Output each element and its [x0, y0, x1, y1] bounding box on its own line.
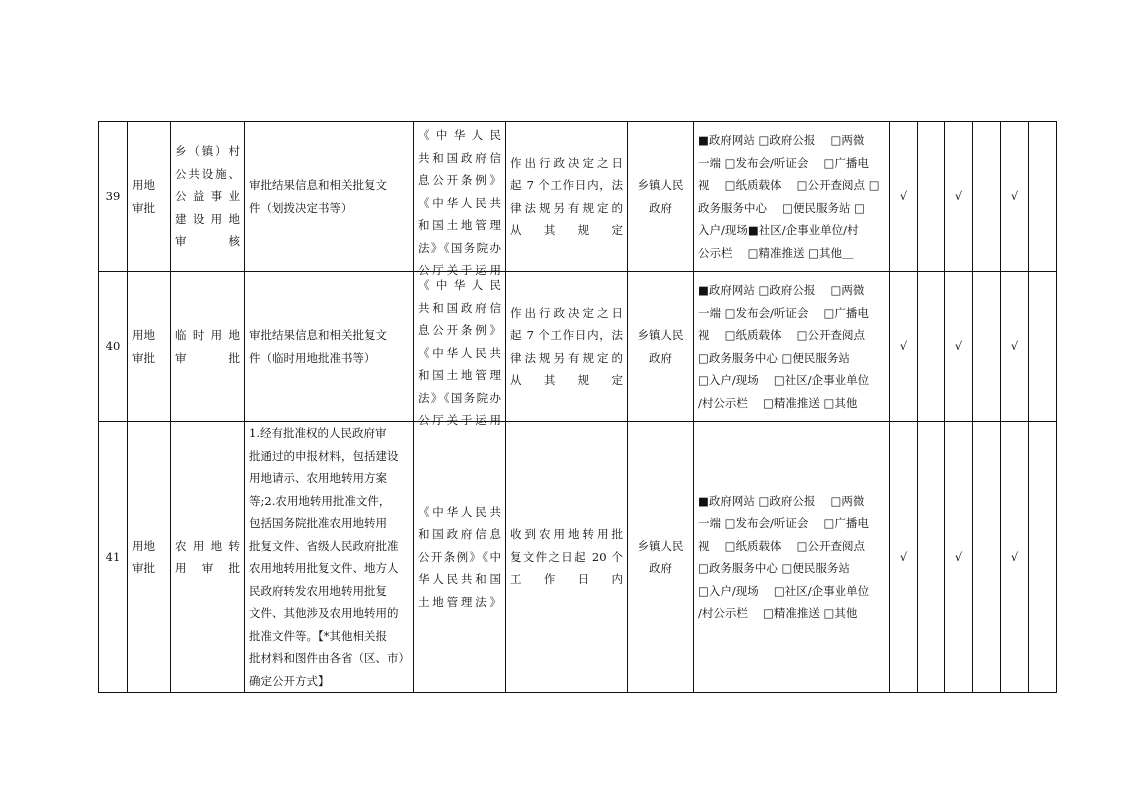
- category-line: 审批: [132, 200, 155, 215]
- basis-clip: [418, 124, 501, 277]
- empty-cell: [973, 422, 1001, 693]
- content-line: 审批结果信息和相关批复文: [249, 178, 387, 192]
- time-limit-cell: [506, 122, 628, 272]
- channel-line: □入户/现场 □社区/企事业单位: [698, 583, 870, 598]
- time-limit-line: 作出行政决定之日: [510, 155, 623, 170]
- check-mark: √: [1001, 272, 1029, 422]
- basis-line: 公开条例》《中: [418, 549, 501, 564]
- content-line: 文件、其他涉及农用地转用的: [249, 606, 399, 620]
- basis-line: 《中华人民共: [418, 504, 501, 519]
- content-line: 件（划拨决定书等）: [249, 200, 353, 215]
- basis-line: 息公开条例》: [418, 173, 501, 187]
- row-number: 39: [99, 122, 128, 272]
- empty-cell: [973, 122, 1001, 272]
- channel-line: 入户/现场■社区/企事业单位/村: [698, 223, 859, 237]
- basis-line: 《中华人民共: [418, 195, 501, 210]
- item-cell: [171, 272, 245, 422]
- basis-line: 法》《国务院办: [418, 390, 501, 405]
- check-mark: √: [945, 422, 973, 693]
- channel-line: 视 □纸质载体 □公开查阅点 □: [698, 178, 880, 192]
- time-limit-cell: [506, 422, 628, 693]
- channel-line: /村公示栏 □精准推送 □其他: [698, 395, 858, 410]
- channel-line: ■政府网站 □政府公报 □两微: [698, 493, 865, 508]
- subject-line: 乡镇人民: [637, 178, 684, 192]
- table-row: [99, 272, 1057, 422]
- channel-line: /村公示栏 □精准推送 □其他: [698, 606, 858, 620]
- subject-line: 政府: [649, 350, 672, 365]
- time-limit-line: 起 7 个工作日内，法: [510, 328, 623, 342]
- basis-line: 土地管理法》: [418, 594, 501, 609]
- channel-line: 一端 □发布会/听证会 □广播电: [698, 305, 869, 320]
- basis-line: 《中华人民: [418, 278, 501, 292]
- row-number: 41: [99, 422, 128, 693]
- category-line: 用地: [132, 538, 155, 553]
- content-line: 1.经有批准权的人民政府审: [249, 426, 387, 440]
- row-number: 40: [99, 272, 128, 422]
- item-line: 乡（镇）村: [175, 144, 240, 159]
- content-line: 等;2.农用地转用批准文件，: [249, 493, 391, 508]
- channels-cell: [694, 122, 890, 272]
- item-line: 公共设施、: [175, 166, 240, 181]
- content-cell: [245, 422, 414, 693]
- time-limit-line: 律法规另有规定的: [510, 350, 623, 365]
- subject-line: 乡镇人民: [637, 328, 684, 342]
- basis-line: 和国土地管理: [418, 368, 501, 382]
- channel-line: 视 □纸质载体 □公开查阅点: [698, 328, 866, 342]
- time-limit-line: 作出行政决定之日: [510, 305, 623, 320]
- channels-cell: [694, 272, 890, 422]
- content-line: 农用地转用批复文件、地方人: [249, 561, 399, 575]
- basis-cell: [414, 422, 506, 693]
- time-limit-line: 收到农用地转用批: [510, 527, 623, 542]
- subject-cell: [628, 272, 694, 422]
- content-line: 包括国务院批准农用地转用: [249, 516, 387, 530]
- channels-cell: [694, 422, 890, 693]
- time-limit-cell: [506, 272, 628, 422]
- item-line: 公 益 事 业: [175, 189, 240, 204]
- basis-line: 公厅关于运用: [418, 413, 501, 427]
- basis-line: 公厅关于运用: [418, 263, 501, 277]
- content-cell: [245, 272, 414, 422]
- check-mark: √: [1001, 122, 1029, 272]
- disclosure-table: [98, 121, 1057, 693]
- subject-line: 政府: [649, 561, 672, 575]
- channel-line: ■政府网站 □政府公报 □两微: [698, 133, 865, 147]
- basis-cell: [414, 122, 506, 277]
- time-limit-line: 从其规定: [510, 223, 623, 237]
- channel-line: 公示栏 □精准推送 □其他＿: [698, 245, 854, 260]
- channel-line: 一端 □发布会/听证会 □广播电: [698, 516, 869, 530]
- check-mark: √: [1001, 422, 1029, 693]
- basis-cell: [414, 272, 506, 427]
- content-line: 民政府转发农用地转用批复: [249, 583, 387, 598]
- time-limit-line: 从其规定: [510, 373, 623, 387]
- empty-cell: [973, 272, 1001, 422]
- category-line: 用地: [132, 178, 155, 192]
- basis-line: 《中华人民: [418, 128, 501, 142]
- channel-line: 视 □纸质载体 □公开查阅点: [698, 538, 866, 553]
- item-line: 建 设 用 地: [175, 211, 240, 226]
- channel-line: 政务服务中心 □便民服务站 □: [698, 200, 866, 215]
- channel-line: ■政府网站 □政府公报 □两微: [698, 283, 865, 297]
- table-body: [99, 122, 1057, 693]
- subject-cell: [628, 122, 694, 272]
- empty-cell: [918, 272, 945, 422]
- check-mark: √: [890, 422, 918, 693]
- empty-cell: [918, 122, 945, 272]
- basis-line: 共和国政府信: [418, 150, 501, 165]
- basis-line: 息公开条例》: [418, 323, 501, 337]
- item-line: 审核: [175, 234, 240, 249]
- empty-cell: [1029, 422, 1057, 693]
- content-line: 批通过的申报材料，包括建设: [249, 448, 399, 463]
- basis-line: 《中华人民共: [418, 345, 501, 360]
- content-line: 审批结果信息和相关批复文: [249, 328, 387, 342]
- check-mark: √: [945, 272, 973, 422]
- item-cell: [171, 422, 245, 693]
- category-cell: [128, 272, 171, 422]
- channel-line: □政务服务中心 □便民服务站: [698, 350, 850, 365]
- subject-line: 乡镇人民: [637, 538, 684, 553]
- subject-line: 政府: [649, 200, 672, 215]
- content-line: 用地请示、农用地转用方案: [249, 471, 387, 485]
- time-limit-line: 复文件之日起 20 个: [510, 549, 623, 564]
- basis-line: 华人民共和国: [418, 572, 501, 587]
- content-cell: [245, 122, 414, 272]
- table-row: [99, 422, 1057, 693]
- channel-line: 一端 □发布会/听证会 □广播电: [698, 155, 869, 170]
- item-line: 用审批: [175, 561, 240, 575]
- content-line: 确定公开方式】: [249, 673, 330, 688]
- category-line: 审批: [132, 561, 155, 575]
- item-cell: [171, 122, 245, 272]
- basis-line: 法》《国务院办: [418, 240, 501, 255]
- item-line: 审批: [175, 350, 240, 365]
- time-limit-line: 工作日内: [510, 572, 623, 587]
- category-line: 用地: [132, 328, 155, 342]
- category-cell: [128, 122, 171, 272]
- basis-clip: [418, 274, 501, 427]
- content-line: 批准文件等。【*其他相关报: [249, 628, 387, 643]
- basis-clip: [418, 501, 501, 614]
- item-line: 临时用地: [175, 328, 240, 342]
- time-limit-line: 律法规另有规定的: [510, 200, 623, 215]
- channel-line: □政务服务中心 □便民服务站: [698, 561, 850, 575]
- channel-line: □入户/现场 □社区/企事业单位: [698, 373, 870, 387]
- check-mark: √: [890, 272, 918, 422]
- subject-cell: [628, 422, 694, 693]
- content-line: 批材料和图件由各省（区、市）: [249, 651, 410, 665]
- check-mark: √: [945, 122, 973, 272]
- empty-cell: [1029, 272, 1057, 422]
- content-line: 件（临时用地批准书等）: [249, 350, 376, 365]
- basis-line: 和国土地管理: [418, 218, 501, 232]
- table-row: [99, 122, 1057, 272]
- empty-cell: [1029, 122, 1057, 272]
- basis-line: 和国政府信息: [418, 527, 501, 542]
- empty-cell: [918, 422, 945, 693]
- content-line: 批复文件、省级人民政府批准: [249, 538, 399, 553]
- time-limit-line: 起 7 个工作日内，法: [510, 178, 623, 192]
- item-line: 农用地转: [175, 538, 240, 553]
- category-line: 审批: [132, 350, 155, 365]
- basis-line: 共和国政府信: [418, 300, 501, 315]
- category-cell: [128, 422, 171, 693]
- check-mark: √: [890, 122, 918, 272]
